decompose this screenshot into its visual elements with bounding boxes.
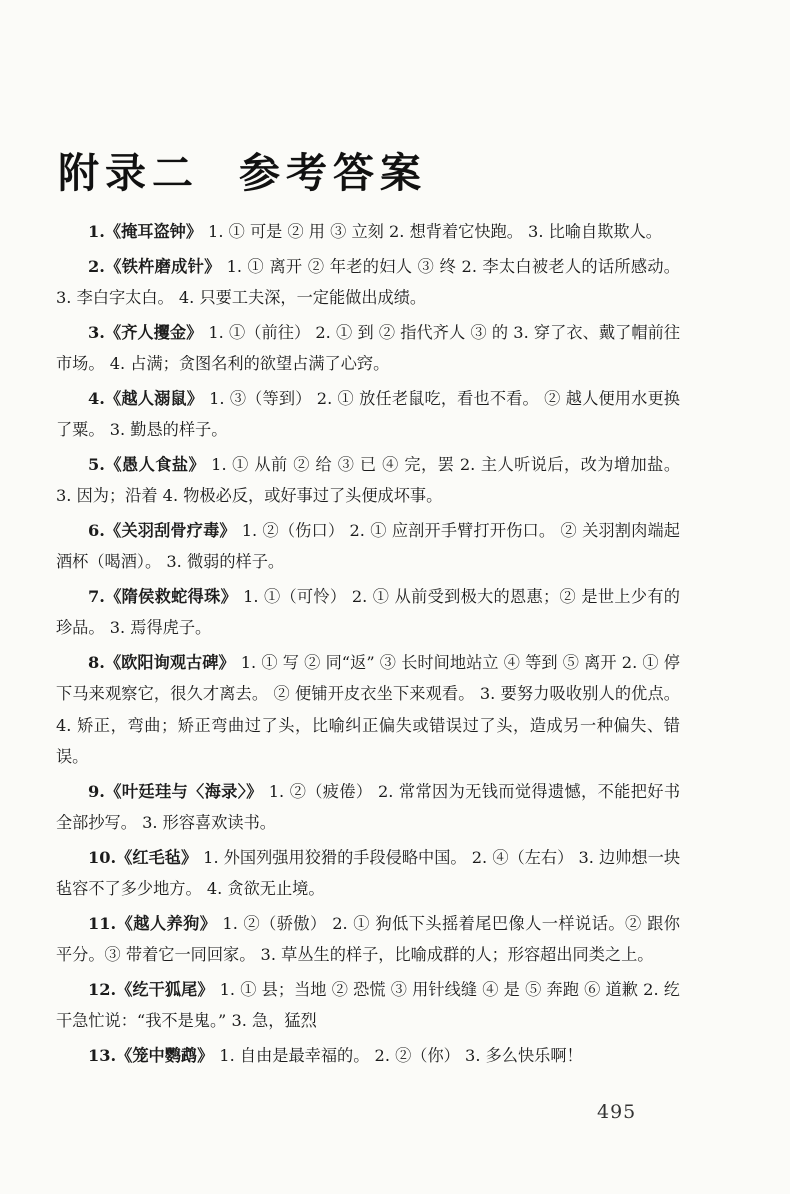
entry-title: 《欧阳询观古碑》 xyxy=(104,652,235,672)
entry-body: 1. ②（疲倦） 2. 常常因为无钱而觉得遗憾，不能把好书全部抄写。 3. 形容喜欢读书。 xyxy=(56,781,681,832)
entry-number: 4. xyxy=(88,388,105,408)
page-title xyxy=(58,140,427,199)
entry-title: 《红毛毡》 xyxy=(116,847,198,867)
entry-body: 1. ① 离开 ② 年老的妇人 ③ 终 2. 李太白被老人的话所感动。 3. 李白字太白。 4. 只要工夫深，一定能做出成绩。 xyxy=(56,256,680,307)
answer-entry xyxy=(56,842,680,905)
entry-title: 《隋侯救蛇得珠》 xyxy=(104,586,238,606)
entry-number: 3. xyxy=(88,322,105,342)
title-answers: 参考答案 xyxy=(239,149,427,197)
entry-title: 《越人溺鼠》 xyxy=(104,388,204,408)
answer-entry xyxy=(56,974,680,1037)
entry-number: 5. xyxy=(88,454,105,474)
entry-number: 12. xyxy=(88,979,117,999)
entry-number: 7. xyxy=(88,586,105,606)
entry-title: 《关羽刮骨疗毒》 xyxy=(104,520,236,540)
entry-number: 9. xyxy=(88,781,105,801)
answer-entry xyxy=(56,1040,680,1072)
entry-body: 1. ②（伤口） 2. ① 应剖开手臂打开伤口。 ② 关羽割肉端起酒杯（喝酒）。 3. 微弱的样子。 xyxy=(56,520,680,571)
entry-number: 1. xyxy=(88,222,105,241)
entry-number: 10. xyxy=(88,847,117,867)
entry-title: 《愚人食盐》 xyxy=(104,454,206,474)
entry-body: 1. ①（前往） 2. ① 到 ② 指代齐人 ③ 的 3. 穿了衣、戴了帽前往市场。 4. 占满；贪图名利的欲望占满了心窍。 xyxy=(56,322,681,373)
entry-title: 《笼中鹦鹉》 xyxy=(116,1045,214,1065)
entry-body: 1. ① 从前 ② 给 ③ 已 ④ 完，罢 2. 主人听说后，改为增加盐。 3. 因为；沿着 4. 物极必反，或好事过了头便成坏事。 xyxy=(56,454,681,505)
entry-title: 《铁杵磨成针》 xyxy=(104,256,221,276)
entry-body: 1. ① 县；当地 ② 恐慌 ③ 用针线缝 ④ 是 ⑤ 奔跑 ⑥ 道歉 2. 纥干急忙说：“我不是鬼。” 3. 急，猛烈 xyxy=(56,979,680,1030)
entry-title: 《叶廷珪与〈海录〉》 xyxy=(104,781,263,801)
entry-body: 1. ①（可怜） 2. ① 从前受到极大的恩惠；② 是世上少有的珍品。 3. 焉得虎子。 xyxy=(56,586,680,637)
entry-number: 6. xyxy=(88,520,105,540)
answer-entry xyxy=(56,317,680,380)
entry-title: 《齐人攫金》 xyxy=(104,322,203,342)
entry-body: 1. ③（等到） 2. ① 放任老鼠吃，看也不看。 ② 越人便用水更换了粟。 3. 勤恳的样子。 xyxy=(56,388,680,439)
entry-body: 1. ① 可是 ② 用 ③ 立刻 2. 想背着它快跑。 3. 比喻自欺欺人。 xyxy=(208,222,662,241)
answer-entry xyxy=(56,581,680,644)
entry-number: 13. xyxy=(88,1045,117,1065)
title-appendix: 附录二 xyxy=(58,149,199,197)
entry-body: 1. 外国列强用狡猾的手段侵略中国。 2. ④（左右） 3. 边帅想一块毡容不了多少地方。 4. 贪欲无止境。 xyxy=(56,847,681,898)
answer-entry xyxy=(56,216,680,248)
answer-entry xyxy=(56,647,680,773)
entry-title: 《纥干狐尾》 xyxy=(116,979,214,999)
entry-title: 《掩耳盗钟》 xyxy=(104,222,203,241)
entry-number: 2. xyxy=(88,256,105,276)
answer-entry xyxy=(56,383,680,446)
entry-body: 1. ②（骄傲） 2. ① 狗低下头摇着尾巴像人一样说话。② 跟你平分。③ 带着它一同回家。 3. 草丛生的样子，比喻成群的人；形容超出同类之上。 xyxy=(56,913,680,964)
answer-entry xyxy=(56,251,680,314)
entry-body: 1. 自由是最幸福的。 2. ②（你） 3. 多么快乐啊！ xyxy=(219,1045,583,1065)
page-number: 495 xyxy=(597,1101,637,1123)
answer-list xyxy=(56,216,680,1074)
answer-entry xyxy=(56,515,680,578)
answer-entry xyxy=(56,908,680,971)
entry-number: 11. xyxy=(88,913,117,933)
entry-body: 1. ① 写 ② 同“返” ③ 长时间地站立 ④ 等到 ⑤ 离开 2. ① 停下马来观察它，很久才离去。 ② 便铺开皮衣坐下来观看。 3. 要努力吸收别人的优点。 4. 矫正，弯曲；矫正弯曲过了头，比喻纠正偏失或错误过了头，造成另一种偏失、错误。 xyxy=(56,652,680,766)
entry-title: 《越人养狗》 xyxy=(116,913,217,933)
answer-entry xyxy=(56,776,680,839)
answer-entry xyxy=(56,449,680,512)
entry-number: 8. xyxy=(88,652,105,672)
